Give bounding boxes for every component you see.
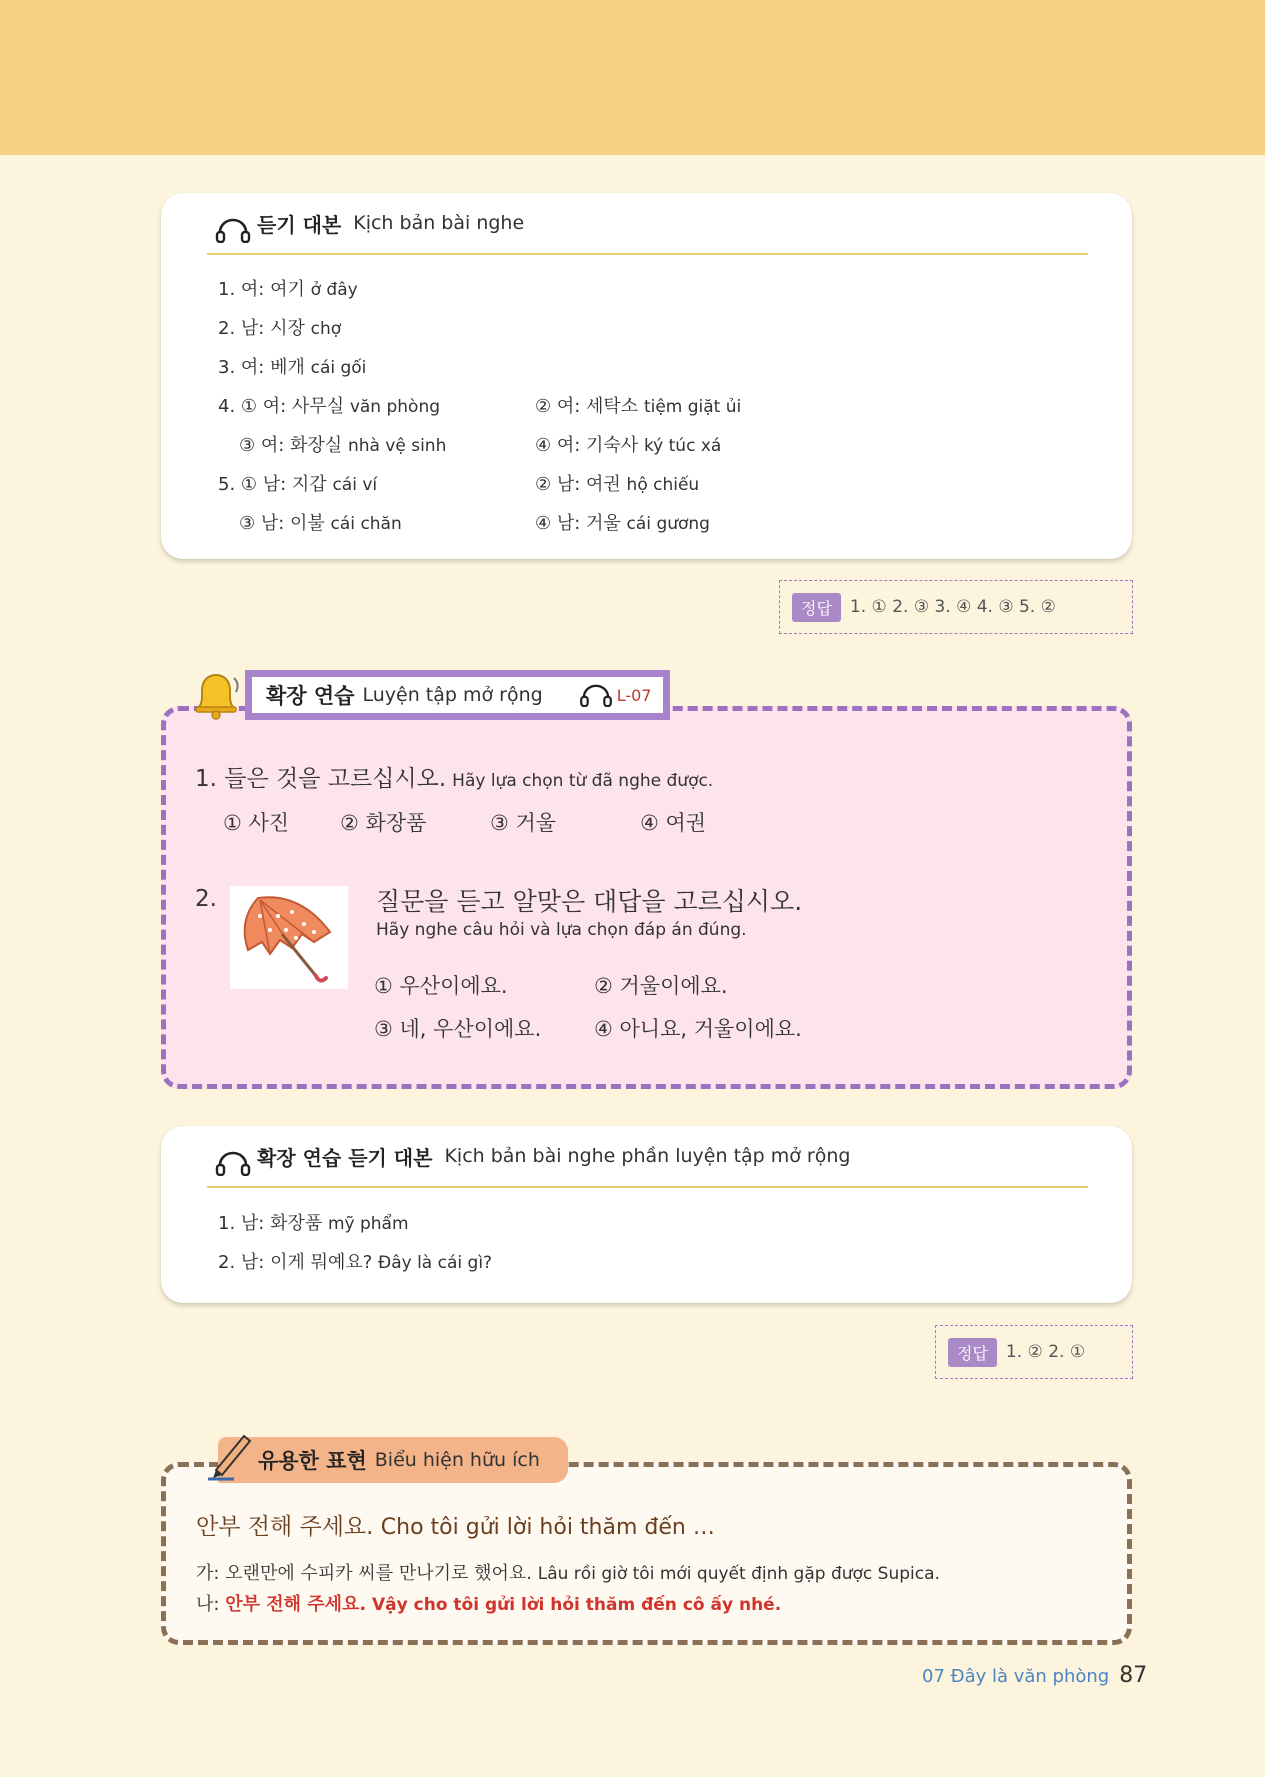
script-line: ④ 남: 거울 cái gương [535,513,710,534]
practice-title: 확장 연습 [266,684,355,708]
pen-icon [204,1430,254,1482]
page-footer [922,1663,1147,1688]
answer-text: 1. ① 2. ③ 3. ④ 4. ③ 5. ② [849,597,1056,617]
useful-subtitle: Biểu hiện hữu ích [374,1449,540,1471]
q2-option: ② 거울이에요. [594,974,728,998]
page-number: 87 [1119,1663,1148,1688]
script-line: 1. 남: 화장품 mỹ phẩm [218,1213,409,1234]
question-2-text: 질문을 듣고 알맞은 대답을 고르십시오. [376,887,803,916]
chapter-title: 07 Đây là văn phòng [922,1666,1110,1687]
script-line: 3. 여: 베개 cái gối [218,357,367,378]
headphones-icon [579,683,613,707]
practice-script-card [161,1126,1132,1303]
umbrella-image [230,886,348,989]
script-line: ④ 여: 기숙사 ký túc xá [535,435,722,456]
q2-option: ① 우산이에요. [374,974,508,998]
q2-option: ④ 아니요, 거울이에요. [594,1017,802,1041]
q2-option: ③ 네, 우산이에요. [374,1017,542,1041]
script-line: ③ 여: 화장실 nhà vệ sinh [239,435,447,456]
dialog-line-a: 가: 오랜만에 수피카 씨를 만나기로 했어요. Lâu rồi giờ tôi mới quyết định gặp được Supica. [196,1563,940,1584]
umbrella-icon [230,886,348,989]
answer-box [779,580,1133,634]
bell-icon [190,670,242,722]
useful-expression: 안부 전해 주세요. Cho tôi gửi lời hỏi thăm đến … [196,1514,715,1540]
q1-option: ④ 여권 [640,811,707,835]
header-band [0,0,1265,155]
useful-title: 유용한 표현 [258,1449,367,1473]
answer-text: 1. ② 2. ① [1005,1342,1086,1362]
question-2-number: 2. [195,886,217,912]
listening-script-header [207,193,1088,255]
headphones-icon [215,217,251,243]
practice-script-subtitle: Kịch bản bài nghe phần luyện tập mở rộng [444,1145,851,1167]
practice-script-title: 확장 연습 듣기 대본 [257,1145,433,1170]
q1-option: ② 화장품 [340,811,427,835]
script-line: ② 남: 여권 hộ chiếu [535,474,700,495]
dialog-line-b: 나: 안부 전해 주세요. Vậy cho tôi gửi lời hỏi thăm đến cô ấy nhé. [196,1594,782,1615]
answer-box [935,1325,1133,1379]
listening-script-card [161,193,1132,559]
script-line: ③ 남: 이불 cái chăn [239,513,402,534]
answer-badge: 정답 [948,1338,997,1367]
useful-expression-tab [218,1437,568,1483]
track-number: L-07 [616,685,652,705]
script-line: 2. 남: 시장 chợ [218,318,342,339]
script-line: ② 여: 세탁소 tiệm giặt ủi [535,396,742,417]
question-1: 1. 들은 것을 고르십시오. Hãy lựa chọn từ đã nghe được. [195,766,714,792]
listening-script-title: 듣기 대본 [257,212,342,237]
question-2-translation: Hãy nghe câu hỏi và lựa chọn đáp án đúng. [376,920,747,940]
useful-expression-box [161,1462,1132,1645]
headphones-icon [215,1150,251,1176]
practice-tab [245,670,670,720]
script-line: 1. 여: 여기 ở đây [218,279,358,300]
script-line: 2. 남: 이게 뭐예요? Đây là cái gì? [218,1252,493,1273]
q1-option: ③ 거울 [490,811,557,835]
q1-option: ① 사진 [223,811,290,835]
script-line: 4. ① 여: 사무실 văn phòng [218,396,441,417]
practice-subtitle: Luyện tập mở rộng [362,684,543,706]
answer-badge: 정답 [792,593,841,622]
listening-script-subtitle: Kịch bản bài nghe [353,212,525,234]
practice-script-header [207,1126,1088,1188]
script-line: 5. ① 남: 지갑 cái ví [218,474,378,495]
